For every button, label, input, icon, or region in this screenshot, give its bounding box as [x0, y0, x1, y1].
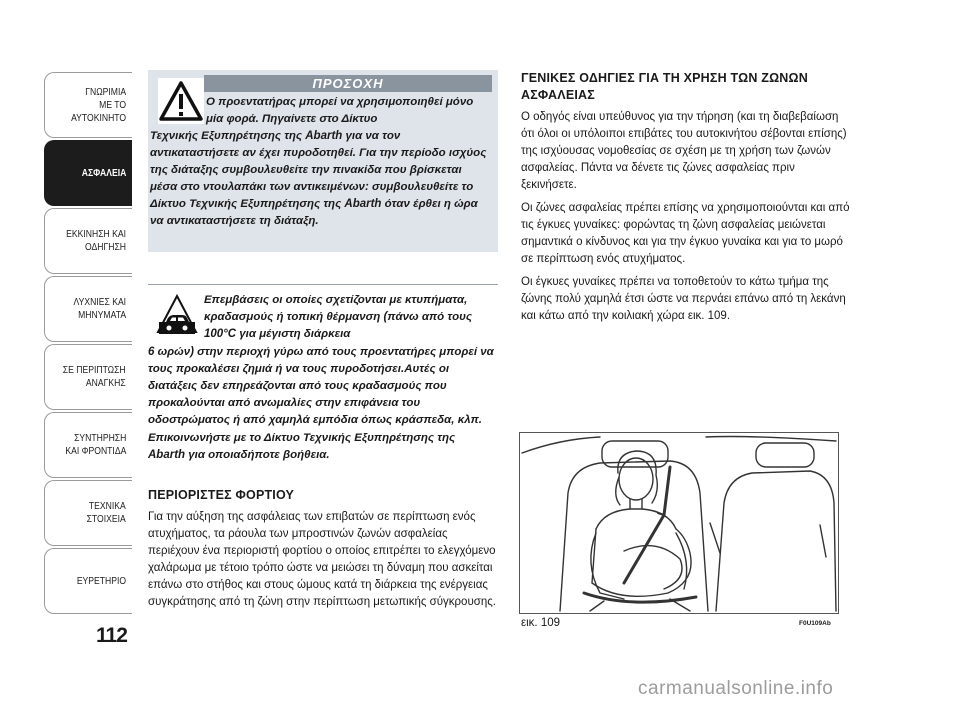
chapter-tabs — [44, 72, 132, 616]
tab-emergency[interactable] — [44, 344, 132, 410]
tab-warning-lights[interactable] — [44, 276, 132, 342]
warning-title: ΠΡΟΣΟΧΗ — [204, 75, 492, 92]
warning-text — [148, 94, 490, 230]
tab-label: ΓΝΩΡΙΜΙΑ ΜΕ ΤΟ ΑΥΤΟΚΙΝΗΤΟ — [70, 85, 126, 124]
caution-text-lead: Επεμβάσεις οι οποίες σχετίζονται με κτυπήματα, κραδασμούς ή τοπική θέρμανση (πάνω από τους 100°C για μέγιστη διάρκεια — [204, 294, 473, 341]
tab-maintenance[interactable] — [44, 412, 132, 478]
tab-safety[interactable] — [44, 140, 132, 206]
load-limiters-section — [148, 487, 498, 611]
tab-label: ΕΥΡΕΤΗΡΙΟ — [76, 574, 126, 587]
watermark: carmanualsonline.info — [638, 678, 834, 699]
tab-label: ΑΣΦΑΛΕΙΑ — [81, 166, 126, 179]
tab-index[interactable] — [44, 548, 132, 614]
tab-label: ΣΕ ΠΕΡΙΠΤΩΣΗ ΑΝΑΓΚΗΣ — [63, 364, 126, 389]
tab-label: ΣΥΝΤΗΡΗΣΗ ΚΑΙ ΦΡΟΝΤΙΔΑ — [65, 432, 126, 457]
body-paragraph: Ο οδηγός είναι υπεύθυνος για την τήρηση (και τη διαβεβαίωση ότι όλοι οι υπόλοιποι επιβάτες του αυτοκινήτου σέβονται επίσης) της ισχύουσας νομοθεσίας σε σχέση με τη χρήση των ζωνών ασφαλείας. Πάντα να δένετε τις ζώνες ασφαλείας πριν ξεκινήσετε. — [521, 111, 847, 191]
caution-text — [148, 292, 494, 464]
tab-label: ΛΥΧΝΙΕΣ ΚΑΙ ΜΗΝΥΜΑΤΑ — [73, 296, 126, 321]
illustration-drawing — [520, 433, 838, 613]
section-heading: ΓΕΝΙΚΕΣ ΟΔΗΓΙΕΣ ΓΙΑ ΤΗ ΧΡΗΣΗ ΤΩΝ ΖΩΝΩΝ ΑΣΦΑΛΕΙΑΣ — [521, 71, 808, 102]
figure-caption: εικ. 109 — [521, 617, 561, 629]
caution-text-rest: 6 ωρών) στην περιοχή γύρω από τους προεντατήρες μπορεί να τους προκαλέσει ζημιά ή να τους πυροδοτήσει.Αυτές οι διατάξεις δεν επηρεάζονται από τους κραδασμούς που προκαλούνται από ανωμαλίες στην επιφάνεια του οδοστρώματος ή από χαμηλά εμπόδια όπως κράσπεδα, κλπ. Επικοινωνήστε με το Δίκτυο Τεχνικής Εξυπηρέτησης της Abarth για οποιαδήποτε βοήθεια. — [148, 345, 494, 461]
tab-technical-data[interactable] — [44, 480, 132, 546]
pregnant-woman-seatbelt-illustration — [519, 432, 839, 614]
tab-getting-to-know[interactable] — [44, 72, 132, 138]
page-number: 112 — [96, 624, 127, 647]
tab-label: ΕΚΚΙΝΗΣΗ ΚΑΙ ΟΔΗΓΗΣΗ — [66, 228, 126, 253]
warning-box — [148, 70, 498, 252]
warning-text-rest: Τεχνικής Εξυπηρέτησης της Abarth για να τον αντικαταστήσετε αν έχει πυροδοτηθεί. Για την περίοδο ισχύος της διάταξης συμβουλευθείτε την πινακίδα που βρίσκεται μέσα στο ντουλαπάκι των αντικειμένων: συμβουλευθείτε το Δίκτυο Τεχνικής Εξυπηρέτησης της Abarth όταν έρθει η ώρα να αντικαταστήσετε τη διάταξη. — [150, 130, 487, 227]
figure-code: F0U109Ab — [799, 620, 831, 627]
tab-starting-driving[interactable] — [44, 208, 132, 274]
body-paragraph: Οι ζώνες ασφαλείας πρέπει επίσης να χρησιμοποιούνται και από τις έγκυες γυναίκες: φορώντας τη ζώνη ασφαλείας μειώνεται σημαντικά ο κίνδυνος και για την έγκυο γυναίκα και για το μωρό σε περίπτωση ενός ατυχήματος. — [521, 202, 850, 265]
section-divider — [148, 284, 498, 285]
section-heading: ΠΕΡΙΟΡΙΣΤΕΣ ΦΟΡΤΙΟΥ — [148, 488, 295, 502]
body-paragraph: Για την αύξηση της ασφάλειας των επιβατών σε περίπτωση ενός ατυχήματος, τα ράουλα των μπροστινών ζωνών ασφαλείας περιέχουν ένα περιοριστή φορτίου ο οποίος επιτρέπει το ελεγχόμενο χαλάρωμα με τέτοιο τρόπο ώστε να μειώσει τη δύναμη που ασκείται επάνω στο στήθος και στους ώμους κατά τη διάρκεια της ενέργειας συγκράτησης από τη ζώνη στην περίπτωση μετωπικής σύγκρουσης. — [148, 511, 496, 608]
tab-label: ΤΕΧΝΙΚΑ ΣΤΟΙΧΕΙΑ — [86, 500, 126, 525]
body-paragraph: Οι έγκυες γυναίκες πρέπει να τοποθετούν το κάτω τμήμα της ζώνης πολύ χαμηλά έτσι ώστε να περνάει επάνω από τη λεκάνη και κάτω από την κοιλιακή χώρα εικ. 109. — [521, 276, 846, 322]
general-instructions-section — [521, 70, 851, 331]
warning-text-lead: Ο προεντατήρας μπορεί να χρησιμοποιηθεί μόνο μία φορά. Πηγαίνετε στο Δίκτυο — [206, 96, 474, 125]
